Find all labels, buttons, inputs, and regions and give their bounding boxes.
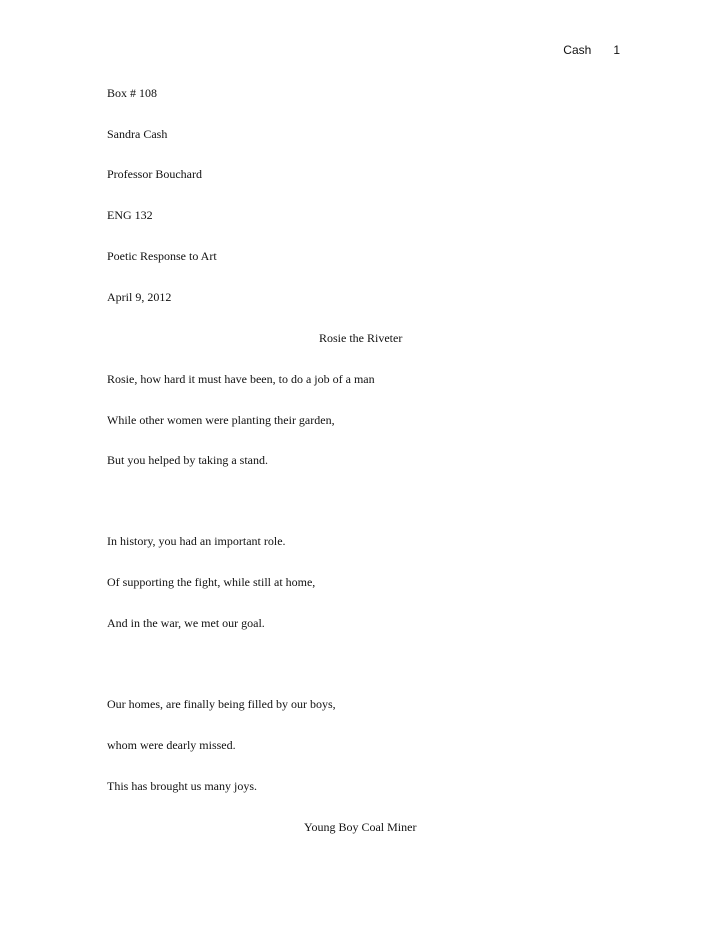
poem-line: While other women were planting their garden, bbox=[107, 413, 335, 427]
header-page-number: 1 bbox=[613, 43, 620, 57]
poem-line: Our homes, are finally being filled by our boys, bbox=[107, 697, 336, 711]
professor-name: Professor Bouchard bbox=[107, 167, 202, 181]
assignment-title: Poetic Response to Art bbox=[107, 249, 217, 263]
student-name: Sandra Cash bbox=[107, 127, 168, 141]
poem-line: This has brought us many joys. bbox=[107, 779, 257, 793]
header-author: Cash bbox=[563, 43, 592, 57]
poem-line: whom were dearly missed. bbox=[107, 738, 236, 752]
page-header bbox=[563, 43, 620, 57]
poem-line: Of supporting the fight, while still at home, bbox=[107, 575, 316, 589]
poem-title-rosie: Rosie the Riveter bbox=[319, 331, 403, 345]
course-code: ENG 132 bbox=[107, 208, 153, 222]
poem-line: And in the war, we met our goal. bbox=[107, 616, 265, 630]
poem-line: Rosie, how hard it must have been, to do a job of a man bbox=[107, 372, 375, 386]
box-number: Box # 108 bbox=[107, 86, 158, 100]
poem-line: But you helped by taking a stand. bbox=[107, 453, 268, 467]
poem-title-coal-miner: Young Boy Coal Miner bbox=[304, 820, 417, 834]
document-date: April 9, 2012 bbox=[107, 290, 172, 304]
poem-line: In history, you had an important role. bbox=[107, 534, 286, 548]
